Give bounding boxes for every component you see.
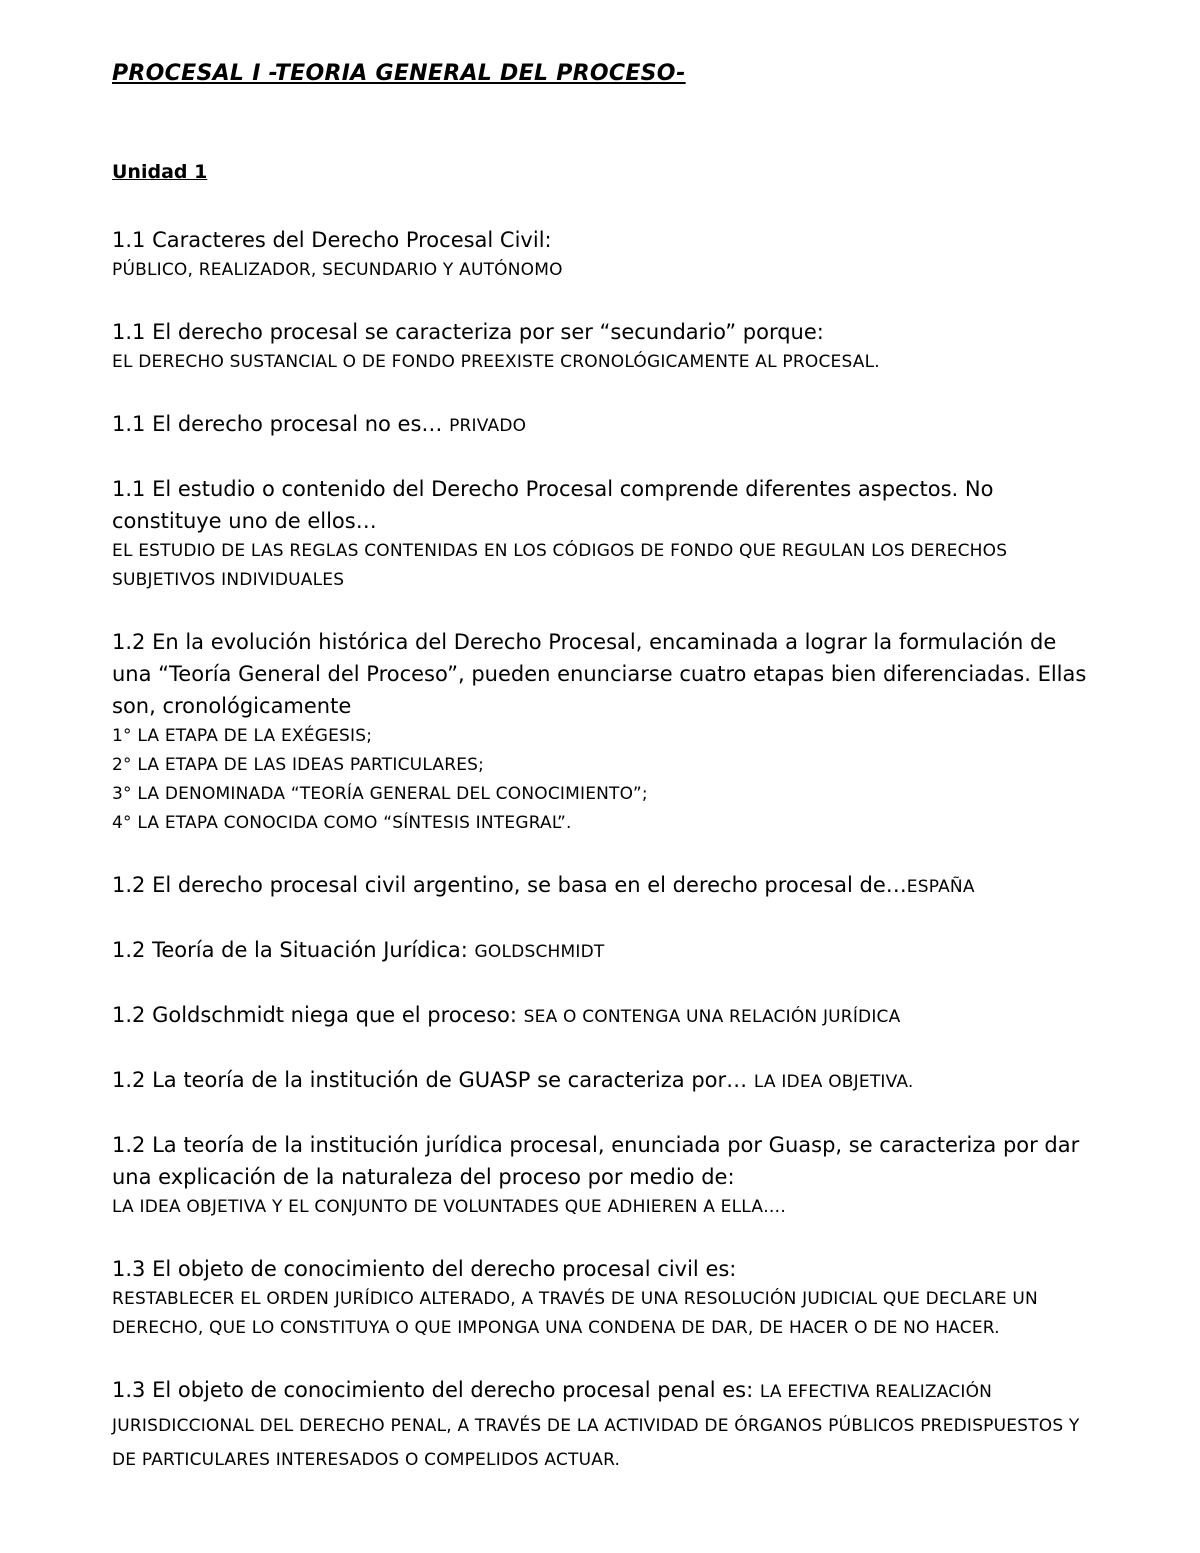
question-list: [112, 224, 1102, 1507]
question-text: 1.3 El objeto de conocimiento del derecho procesal civil es:: [112, 1257, 737, 1281]
question-item: [112, 224, 1102, 285]
answer-text: EL DERECHO SUSTANCIAL O DE FONDO PREEXISTE CRONOLÓGICAMENTE AL PROCESAL.: [112, 352, 880, 372]
question-item: [112, 1064, 1102, 1098]
question-text: 1.2 El derecho procesal civil argentino, se basa en el derecho procesal de…: [112, 873, 907, 897]
question-item: [112, 473, 1102, 595]
answer-text: ESPAÑA: [906, 877, 975, 897]
answer-text: RESTABLECER EL ORDEN JURÍDICO ALTERADO, A TRAVÉS DE UNA RESOLUCIÓN JUDICIAL QUE DECLARE UN DERECHO, QUE LO CONSTITUYA O QUE IMPONGA UNA CONDENA DE DAR, DE HACER O DE NO HACER.: [112, 1289, 1038, 1338]
answer-text: PÚBLICO, REALIZADOR, SECUNDARIO Y AUTÓNOMO: [112, 260, 563, 280]
question-text: 1.2 Goldschmidt niega que el proceso:: [112, 1003, 517, 1027]
question-text: 1.2 Teoría de la Situación Jurídica:: [112, 938, 468, 962]
question-line: [112, 934, 1102, 968]
question-text: 1.3 El objeto de conocimiento del derecho procesal penal es:: [112, 1378, 754, 1402]
answer-text: LA IDEA OBJETIVA Y EL CONJUNTO DE VOLUNTADES QUE ADHIEREN A ELLA….: [112, 1197, 786, 1217]
question-text: 1.2 En la evolución histórica del Derecho Procesal, encaminada a lograr la formulación de una “Teoría General del Proceso”, pueden enunciarse cuatro etapas bien diferenciadas. Ellas son, cronológicamente: [112, 630, 1087, 718]
question-item: [112, 626, 1102, 838]
answer-text: EL ESTUDIO DE LAS REGLAS CONTENIDAS EN LOS CÓDIGOS DE FONDO QUE REGULAN LOS DERECHOS SUBJETIVOS INDIVIDUALES: [112, 541, 1008, 590]
question-item: [112, 1253, 1102, 1343]
answer-text: LA IDEA OBJETIVA.: [753, 1072, 914, 1092]
question-item: [112, 316, 1102, 377]
question-text: 1.1 El derecho procesal no es…: [112, 412, 443, 436]
question-line: [112, 1374, 1102, 1476]
question-line: [112, 869, 1102, 903]
answer-text: SEA O CONTENGA UNA RELACIÓN JURÍDICA: [523, 1007, 901, 1027]
question-text: 1.1 El estudio o contenido del Derecho Procesal comprende diferentes aspectos. No constituye uno de ellos…: [112, 477, 994, 533]
question-item: [112, 934, 1102, 968]
answer-text: GOLDSCHMIDT: [474, 942, 605, 962]
answer-text: LA EFECTIVA REALIZACIÓN JURISDICCIONAL DEL DERECHO PENAL, A TRAVÉS DE LA ACTIVIDAD DE ÓRGANOS PÚBLICOS PREDISPUESTOS Y DE PARTICULARES INTERESADOS O COMPELIDOS ACTUAR.: [112, 1382, 1080, 1470]
question-text: 1.2 La teoría de la institución de GUASP se caracteriza por…: [112, 1068, 748, 1092]
stage-line: 3° LA DENOMINADA “TEORÍA GENERAL DEL CONOCIMIENTO”;: [112, 784, 648, 804]
unit-heading: Unidad 1: [112, 161, 208, 183]
question-text: 1.1 El derecho procesal se caracteriza por ser “secundario” porque:: [112, 320, 824, 344]
question-line: [112, 999, 1102, 1033]
question-text: 1.1 Caracteres del Derecho Procesal Civil:: [112, 228, 552, 252]
stage-line: 1° LA ETAPA DE LA EXÉGESIS;: [112, 726, 373, 746]
question-item: [112, 999, 1102, 1033]
question-item: [112, 869, 1102, 903]
question-line: [112, 1064, 1102, 1098]
question-item: [112, 1129, 1102, 1222]
answer-text: PRIVADO: [449, 416, 527, 436]
document-page: [112, 58, 1102, 1470]
stage-line: 2° LA ETAPA DE LAS IDEAS PARTICULARES;: [112, 755, 485, 775]
document-title: PROCESAL I -TEORIA GENERAL DEL PROCESO-: [112, 61, 686, 86]
question-item: [112, 1374, 1102, 1476]
stage-line: 4° LA ETAPA CONOCIDA COMO “SÍNTESIS INTEGRAL”.: [112, 813, 572, 833]
question-line: [112, 408, 1102, 442]
question-text: 1.2 La teoría de la institución jurídica procesal, enunciada por Guasp, se caracteriza por dar una explicación de la naturaleza del proceso por medio de:: [112, 1133, 1080, 1189]
question-item: [112, 408, 1102, 442]
